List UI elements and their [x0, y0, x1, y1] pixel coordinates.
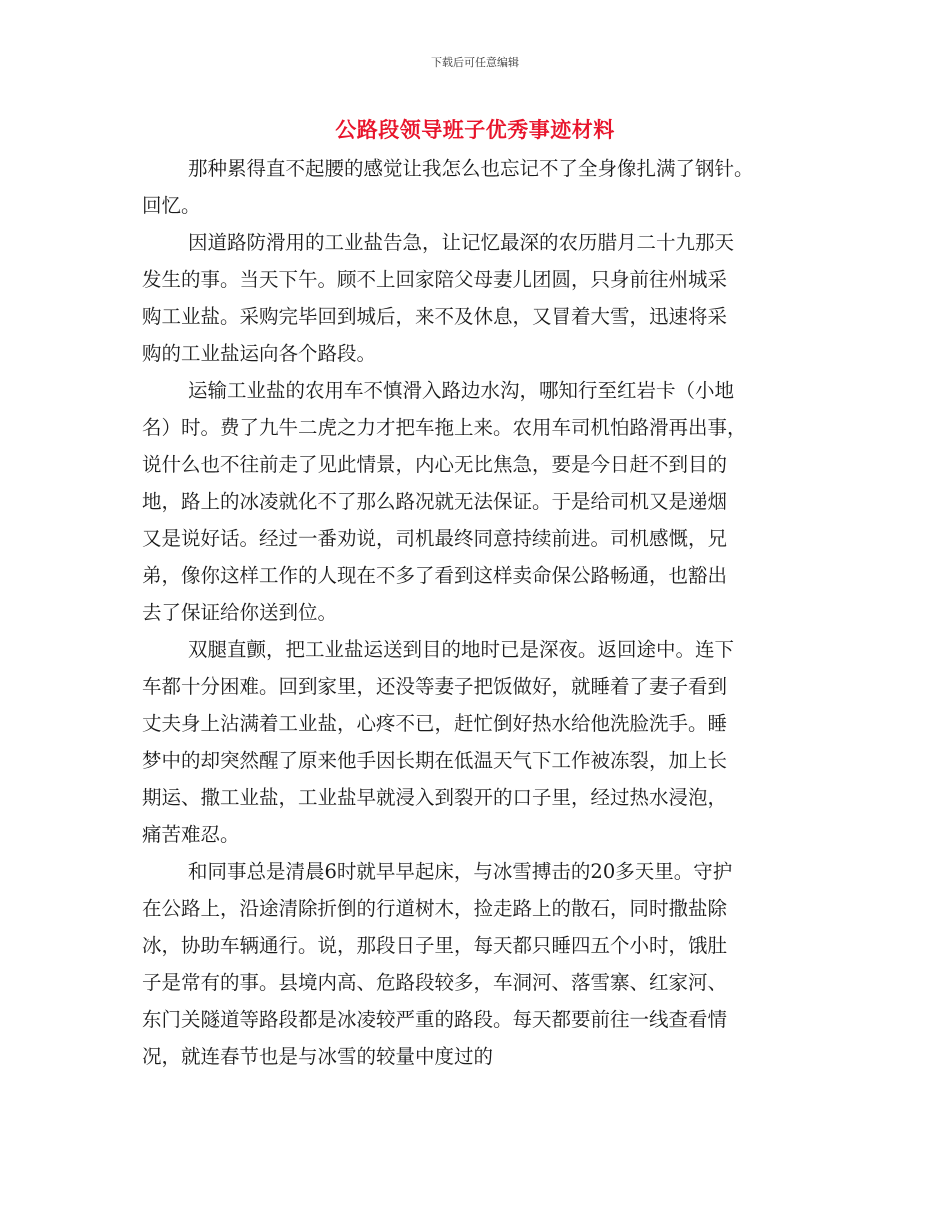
- text-line: 去了保证给你送到位。: [142, 601, 338, 624]
- text-line: 名）时。费了九牛二虎之力才把车拖上来。农用车司机怕路滑再出事，: [142, 416, 747, 439]
- page-header: 下载后可任意编辑: [431, 56, 519, 69]
- document-body: [142, 150, 810, 1075]
- text-line: 那种累得直不起腰的感觉让我怎么也忘记不了全身像扎满了钢针。: [188, 157, 754, 180]
- text-line: 车都十分困难。回到家里，还没等妻子把饭做好，就睡着了妻子看到: [142, 675, 728, 698]
- text-line: 痛苦难忍。: [142, 823, 240, 846]
- text-line: 因道路防滑用的工业盐告急，让记忆最深的农历腊月二十九那天: [188, 231, 735, 254]
- text-line: 和同事总是清晨6时就早早起床，与冰雪搏击的20多天里。守护: [188, 860, 733, 883]
- paragraph-4: [142, 631, 810, 853]
- text-line: 况，就连春节也是与冰雪的较量中度过的: [142, 1045, 494, 1068]
- text-line: 梦中的却突然醒了原来他手因长期在低温天气下工作被冻裂，加上长: [142, 749, 728, 772]
- paragraph-1: [142, 150, 810, 224]
- text-line: 冰，协助车辆通行。说，那段日子里，每天都只睡四五个小时，饿肚: [142, 934, 728, 957]
- text-line: 弟，像你这样工作的人现在不多了看到这样卖命保公路畅通，也豁出: [142, 564, 728, 587]
- text-line: 发生的事。当天下午。顾不上回家陪父母妻儿团圆，只身前往州城采: [142, 268, 728, 291]
- text-line: 购的工业盐运向各个路段。: [142, 342, 377, 365]
- paragraph-5: [142, 853, 810, 1075]
- text-line: 说什么也不往前走了见此情景，内心无比焦急，要是今日赶不到目的: [142, 453, 728, 476]
- paragraph-2: [142, 224, 810, 372]
- text-line: 丈夫身上沾满着工业盐，心疼不已，赶忙倒好热水给他洗脸洗手。睡: [142, 712, 728, 735]
- document-title: 公路段领导班子优秀事迹材料: [335, 117, 615, 142]
- paragraph-3: [142, 372, 810, 631]
- text-line: 双腿直颤，把工业盐运送到目的地时已是深夜。返回途中。连下: [188, 638, 735, 661]
- text-line: 又是说好话。经过一番劝说，司机最终同意持续前进。司机感慨，兄: [142, 527, 728, 550]
- text-line: 期运、撒工业盐，工业盐早就浸入到裂开的口子里，经过热水浸泡，: [142, 786, 728, 809]
- text-line: 子是常有的事。县境内高、危路段较多，车洞河、落雪寨、红家河、: [142, 971, 728, 994]
- text-line: 在公路上，沿途清除折倒的行道树木，捡走路上的散石，同时撒盐除: [142, 897, 728, 920]
- text-line: 购工业盐。采购完毕回到城后，来不及休息，又冒着大雪，迅速将采: [142, 305, 728, 328]
- text-line: 运输工业盐的农用车不慎滑入路边水沟，哪知行至红岩卡（小地: [188, 379, 735, 402]
- text-line: 地，路上的冰凌就化不了那么路况就无法保证。于是给司机又是递烟: [142, 490, 728, 513]
- text-line: 东门关隧道等路段都是冰凌较严重的路段。每天都要前往一线查看情: [142, 1008, 728, 1031]
- text-line: 回忆。: [142, 194, 201, 217]
